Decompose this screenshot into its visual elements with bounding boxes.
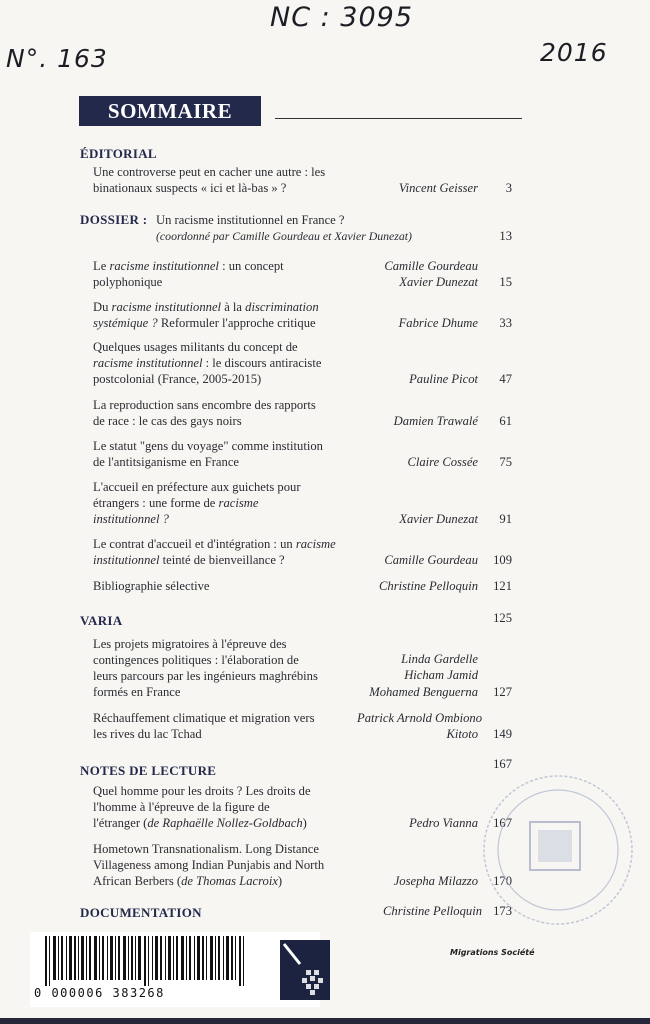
varia-article-2-author-1: Patrick Arnold Ombiono: [357, 711, 482, 725]
dossier-article-5-author: Claire Cossée: [407, 455, 478, 469]
dossier-title: Un racisme institutionnel en France ?: [156, 213, 345, 227]
documentation-page: 173: [493, 904, 512, 918]
notes-heading: NOTES DE LECTURE: [80, 763, 217, 778]
varia-article-1-author-2: Hicham Jamid: [404, 668, 478, 682]
dossier-article-6-line-3: institutionnel ?: [93, 512, 169, 526]
dossier-article-6-author: Xavier Dunezat: [399, 512, 478, 526]
publisher-brand: Migrations Société: [450, 948, 535, 957]
notes-page: 167: [493, 757, 512, 771]
varia-article-1-line-1: Les projets migratoires à l'épreuve des: [93, 637, 287, 651]
dossier-article-3-line-2: racisme institutionnel : le discours antiraciste: [93, 356, 322, 370]
dossier-article-7-line-2: institutionnel teinté de bienveillance ?: [93, 553, 285, 567]
dossier-article-2-page: 33: [499, 316, 512, 330]
header-rule: [275, 118, 522, 119]
documentation-author: Christine Pelloquin: [383, 904, 482, 918]
dossier-article-7-line-1: Le contrat d'accueil et d'intégration : un racisme: [93, 537, 336, 551]
dossier-article-3-author: Pauline Picot: [409, 372, 478, 386]
notes-article-1-line-2: l'homme à l'épreuve de la figure de: [93, 800, 270, 814]
documentation-heading: DOCUMENTATION: [80, 905, 202, 920]
notes-article-2-line-2: Villageness among Indian Punjabis and North: [93, 858, 325, 872]
handwritten-issue-number: N°. 163: [6, 44, 108, 73]
dossier-article-6-line-2: étrangers : une forme de racisme: [93, 496, 259, 510]
dossier-article-1-line-2: polyphonique: [93, 275, 163, 289]
notes-article-2-author: Josepha Milazzo: [393, 874, 478, 888]
barcode-area: [30, 932, 320, 1007]
dossier-article-4-page: 61: [499, 414, 512, 428]
varia-page: 125: [493, 611, 512, 625]
dossier-article-5-line-2: de l'antitsiganisme en France: [93, 455, 240, 469]
dossier-article-1-author-1: Camille Gourdeau: [384, 259, 478, 273]
dossier-article-3-page: 47: [499, 372, 512, 386]
varia-article-2-line-1: Réchauffement climatique et migration vers: [93, 711, 315, 725]
notes-article-1-line-1: Quel homme pour les droits ? Les droits de: [93, 784, 311, 798]
sommaire-title: SOMMAIRE: [79, 96, 261, 126]
publisher-logo-icon: [280, 940, 330, 1000]
notes-article-1-page: 167: [493, 816, 512, 830]
dossier-article-8-author: Christine Pelloquin: [379, 579, 478, 593]
dossier-article-6-line-1: L'accueil en préfecture aux guichets pour: [93, 480, 301, 494]
editorial-line-1: Une controverse peut en cacher une autre : les: [93, 165, 326, 179]
varia-article-2-line-2: les rives du lac Tchad: [93, 727, 202, 741]
handwritten-year: 2016: [540, 38, 608, 67]
dossier-article-6-page: 91: [499, 512, 512, 526]
notes-article-2-line-1: Hometown Transnationalism. Long Distance: [93, 842, 319, 856]
barcode-digits: 0 000006 383268: [34, 986, 165, 1000]
editorial-line-2: binationaux suspects « ici et là-bas » ?: [93, 181, 287, 195]
dossier-article-8-line-1: Bibliographie sélective: [93, 579, 210, 593]
dossier-page: 13: [499, 229, 512, 243]
editorial-page: 3: [505, 181, 512, 195]
barcode-icon: [45, 936, 260, 986]
dossier-article-2-author: Fabrice Dhume: [398, 316, 478, 330]
handwritten-nc-number: NC : 3095: [270, 2, 414, 33]
notes-article-1-line-3: l'étranger (de Raphaëlle Nollez-Goldbach): [93, 816, 307, 830]
dossier-article-4-line-1: La reproduction sans encombre des rapports: [93, 398, 316, 412]
varia-article-1-author-1: Linda Gardelle: [401, 652, 478, 666]
library-stamp-icon: [478, 770, 638, 930]
varia-article-1-line-4: formés en France: [93, 685, 181, 699]
dossier-article-2-line-2: systémique ? Reformuler l'approche critique: [93, 316, 316, 330]
varia-article-2-page: 149: [493, 727, 512, 741]
dossier-article-7-author: Camille Gourdeau: [384, 553, 478, 567]
notes-article-2-line-3: African Berbers (de Thomas Lacroix): [93, 874, 283, 888]
editorial-heading: ÉDITORIAL: [80, 146, 157, 161]
dossier-article-1-line-1: Le racisme institutionnel : un concept: [93, 259, 284, 273]
dossier-heading: DOSSIER :: [80, 212, 148, 227]
dossier-article-8-page: 121: [493, 579, 512, 593]
dossier-article-3-line-3: postcolonial (France, 2005-2015): [93, 372, 262, 386]
editorial-author: Vincent Geisser: [398, 181, 478, 195]
varia-article-2-author-2: Kitoto: [446, 727, 478, 741]
dossier-article-3-line-1: Quelques usages militants du concept de: [93, 340, 298, 354]
dossier-article-2-line-1: Du racisme institutionnel à la discrimination: [93, 300, 319, 314]
notes-article-1-author: Pedro Vianna: [409, 816, 478, 830]
varia-article-1-line-3: leurs parcours par les ingénieurs maghrébins: [93, 669, 318, 683]
dossier-article-7-page: 109: [493, 553, 512, 567]
dossier-coordination: (coordonné par Camille Gourdeau et Xavier Dunezat): [156, 229, 412, 243]
dossier-article-1-author-2: Xavier Dunezat: [399, 275, 478, 289]
varia-article-1-line-2: contingences politiques : l'élaboration de: [93, 653, 299, 667]
scan-edge: [0, 1018, 650, 1024]
dossier-article-5-line-1: Le statut "gens du voyage" comme institution: [93, 439, 323, 453]
dossier-article-4-author: Damien Trawalé: [393, 414, 478, 428]
notes-article-2-page: 170: [493, 874, 512, 888]
varia-article-1-page: 127: [493, 685, 512, 699]
varia-heading: VARIA: [80, 613, 123, 628]
dossier-article-5-page: 75: [499, 455, 512, 469]
varia-article-1-author-3: Mohamed Benguerna: [369, 685, 478, 699]
dossier-article-4-line-2: de race : le cas des gays noirs: [93, 414, 242, 428]
dossier-article-1-page: 15: [499, 275, 512, 289]
